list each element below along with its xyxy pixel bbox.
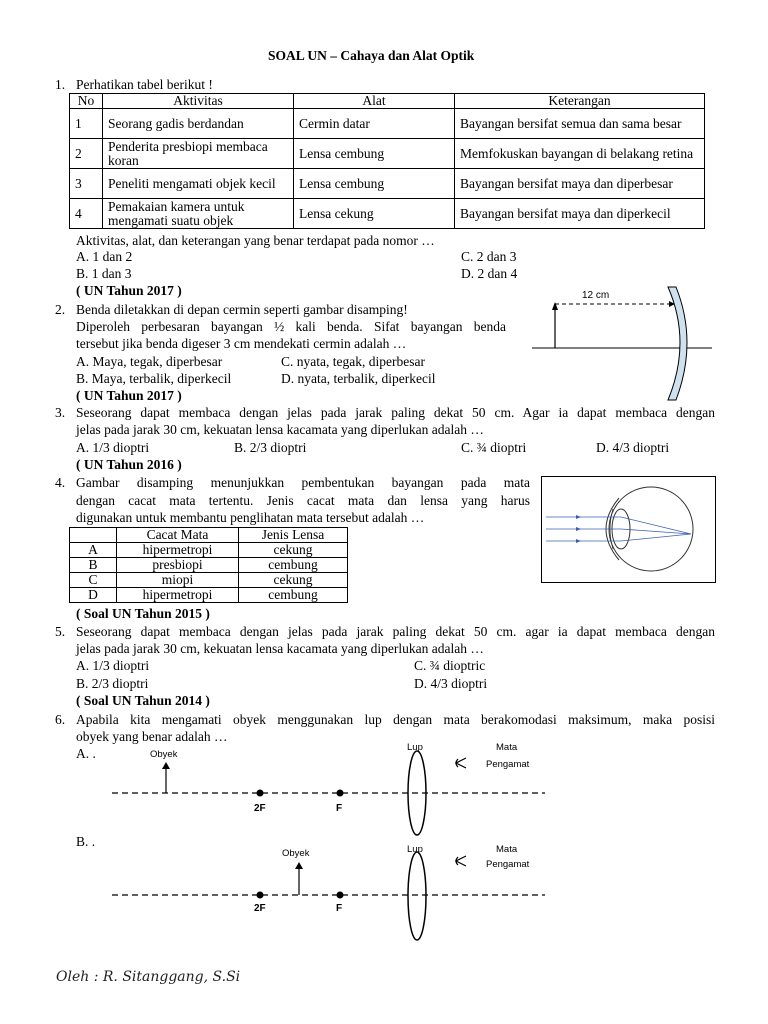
lup-lens: [408, 852, 426, 940]
cell-option: D: [70, 588, 117, 603]
q3-option-a: A. 1/3 dioptri: [76, 440, 150, 455]
table-header-row: [70, 94, 705, 109]
mata-label: Mata: [496, 742, 518, 753]
col-header: No: [70, 94, 103, 109]
col-header: Keterangan: [455, 94, 705, 109]
q6-line2: obyek yang benar adalah …: [76, 729, 228, 744]
cell-alat: Cermin datar: [294, 109, 455, 139]
q2-option-b: B. Maya, terbalik, diperkecil: [76, 371, 232, 386]
q3-line1: Seseorang dapat membaca dengan jelas pada jarak paling dekat 50 cm. Agar ia dapat membaca dengan: [76, 405, 715, 420]
q4-line2: dengan cacat mata tertentu. Jenis cacat mata dan lensa yang harus: [76, 493, 530, 508]
q4-number: 4.: [55, 475, 66, 490]
pengamat-label: Pengamat: [486, 859, 530, 870]
object-label: Obyek: [282, 848, 310, 859]
cell-aktivitas: Penderita presbiopi membaca koran: [103, 139, 294, 169]
point-f: [337, 790, 344, 797]
pengamat-label: Pengamat: [486, 759, 530, 770]
cell-lensa: cekung: [239, 543, 348, 558]
q1-source: ( UN Tahun 2017 ): [76, 283, 182, 298]
q2-source: ( UN Tahun 2017 ): [76, 388, 182, 403]
cell-cacat: presbiopi: [117, 558, 239, 573]
q4-table: [69, 527, 348, 603]
cell-lensa: cembung: [239, 588, 348, 603]
cell-cacat: miopi: [117, 573, 239, 588]
cell-alat: Lensa cembung: [294, 169, 455, 199]
col-header: Aktivitas: [103, 94, 294, 109]
cell-lensa: cekung: [239, 573, 348, 588]
label-2f: 2F: [254, 803, 266, 814]
arrowhead-icon: [295, 862, 303, 869]
q5-source: ( Soal UN Tahun 2014 ): [76, 693, 210, 708]
q1-option-d: D. 2 dan 4: [461, 266, 518, 281]
q4-line1: Gambar disamping menunjukkan pembentukan bayangan pada mata: [76, 475, 530, 490]
cell-alat: Lensa cembung: [294, 139, 455, 169]
q6-number: 6.: [55, 712, 66, 727]
cell-lensa: cembung: [239, 558, 348, 573]
q3-line2: jelas pada jarak 30 cm, kekuatan lensa kacamata yang diperlukan adalah …: [76, 422, 484, 437]
q5-option-b: B. 2/3 dioptri: [76, 676, 149, 691]
q1-option-b: B. 1 dan 3: [76, 266, 132, 281]
q2-option-a: A. Maya, tegak, diperbesar: [76, 354, 223, 369]
cell-keterangan: Bayangan bersifat maya dan diperkecil: [455, 199, 705, 229]
cell-cacat: hipermetropi: [117, 588, 239, 603]
cell-no: 3: [70, 169, 103, 199]
point-2f: [257, 790, 264, 797]
table-row: [70, 139, 705, 169]
q1-number: 1.: [55, 77, 66, 92]
col-header: Cacat Mata: [117, 528, 239, 543]
cell-aktivitas: Seorang gadis berdandan: [103, 109, 294, 139]
q1-text: Perhatikan tabel berikut !: [76, 77, 213, 92]
eye-diagram: [541, 476, 716, 583]
distance-label: 12 cm: [582, 290, 610, 301]
label-f: F: [336, 803, 343, 814]
col-header: Jenis Lensa: [239, 528, 348, 543]
cell-cacat: hipermetropi: [117, 543, 239, 558]
col-header: Alat: [294, 94, 455, 109]
q6-option-a[interactable]: A. .: [76, 746, 96, 761]
q5-number: 5.: [55, 624, 66, 639]
object-label: Obyek: [150, 749, 178, 760]
table-header-row: [70, 528, 348, 543]
q2-line1: Benda diletakkan di depan cermin seperti gambar disamping!: [76, 302, 408, 317]
lup-diagram-a: [100, 738, 560, 838]
q5-option-d: D. 4/3 dioptri: [414, 676, 488, 691]
point-2f: [257, 892, 264, 899]
cell-option: B: [70, 558, 117, 573]
arrowhead-icon: [162, 762, 170, 769]
q3-number: 3.: [55, 405, 66, 420]
q3-source: ( UN Tahun 2016 ): [76, 457, 182, 472]
eye-icon: [456, 758, 466, 768]
table-row: [70, 558, 348, 573]
q4-source: ( Soal UN Tahun 2015 ): [76, 606, 210, 621]
lup-label: Lup: [407, 742, 423, 753]
lup-diagram-b: [100, 840, 560, 945]
mata-label: Mata: [496, 844, 518, 855]
q4-line3: digunakan untuk membantu penglihatan mata tersebut adalah …: [76, 510, 425, 525]
cell-aktivitas: Peneliti mengamati objek kecil: [103, 169, 294, 199]
q2-line2: Diperoleh perbesaran bayangan ½ kali benda. Sifat bayangan benda: [76, 319, 506, 334]
q5-line2: jelas pada jarak 30 cm, kekuatan lensa kacamata yang diperlukan adalah …: [76, 641, 484, 656]
q1-table: [69, 93, 705, 229]
cell-no: 1: [70, 109, 103, 139]
table-row: [70, 573, 348, 588]
author-footer: Oleh : R. Sitanggang, S.Si: [56, 969, 241, 985]
cell-keterangan: Bayangan bersifat maya dan diperbesar: [455, 169, 705, 199]
q2-option-c: C. nyata, tegak, diperbesar: [281, 354, 425, 369]
table-row: [70, 199, 705, 229]
q1-question: Aktivitas, alat, dan keterangan yang benar terdapat pada nomor …: [76, 233, 435, 248]
q5-option-a: A. 1/3 dioptri: [76, 658, 150, 673]
lup-label: Lup: [407, 844, 423, 855]
q3-option-d: D. 4/3 dioptri: [596, 440, 670, 455]
q1-option-a: A. 1 dan 2: [76, 249, 133, 264]
q1-option-c: C. 2 dan 3: [461, 249, 517, 264]
q5-line1: Seseorang dapat membaca dengan jelas pada jarak paling dekat 50 cm. agar ia dapat membaca dengan: [76, 624, 715, 639]
eye-icon: [456, 856, 466, 866]
page-title: SOAL UN – Cahaya dan Alat Optik: [268, 48, 475, 63]
label-2f: 2F: [254, 903, 266, 914]
cell-no: 4: [70, 199, 103, 229]
table-row: [70, 109, 705, 139]
table-row: [70, 169, 705, 199]
table-row: [70, 588, 348, 603]
q5-option-c: C. ¾ dioptric: [414, 658, 486, 673]
cell-keterangan: Memfokuskan bayangan di belakang retina: [455, 139, 705, 169]
q6-option-b[interactable]: B. .: [76, 834, 96, 849]
cell-alat: Lensa cekung: [294, 199, 455, 229]
cell-option: A: [70, 543, 117, 558]
cell-keterangan: Bayangan bersifat semua dan sama besar: [455, 109, 705, 139]
point-f: [337, 892, 344, 899]
table-row: [70, 543, 348, 558]
q2-line3: tersebut jika benda digeser 3 cm mendekati cermin adalah …: [76, 336, 407, 351]
arrowhead-icon: [552, 302, 558, 310]
q2-number: 2.: [55, 302, 66, 317]
cell-option: C: [70, 573, 117, 588]
q6-line1: Apabila kita mengamati obyek menggunakan lup dengan mata berakomodasi maksimum, maka posisi: [76, 712, 715, 727]
label-f: F: [336, 903, 343, 914]
mirror-diagram: [530, 282, 720, 407]
q3-option-c: C. ¾ dioptri: [461, 440, 527, 455]
cell-no: 2: [70, 139, 103, 169]
q2-option-d: D. nyata, terbalik, diperkecil: [281, 371, 436, 386]
cell-aktivitas: Pemakaian kamera untuk mengamati suatu objek: [103, 199, 294, 229]
q3-option-b: B. 2/3 dioptri: [234, 440, 307, 455]
col-header: [70, 528, 117, 543]
